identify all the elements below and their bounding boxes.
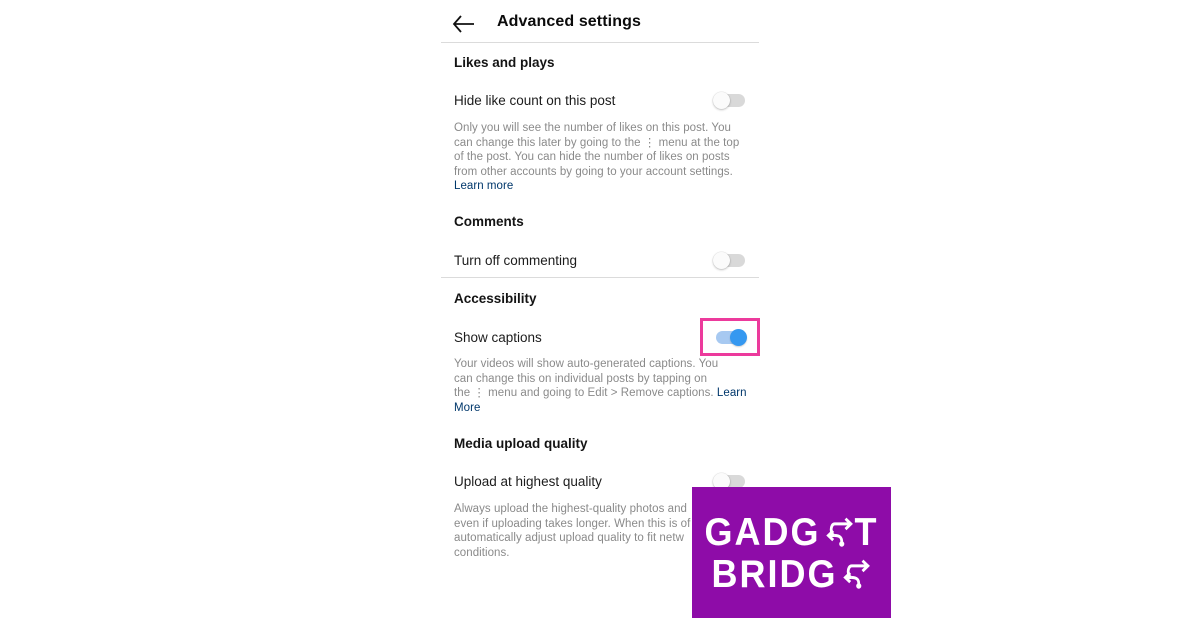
row-label-hide-like-count: Hide like count on this post bbox=[454, 92, 616, 108]
row-turn-off-commenting bbox=[454, 251, 746, 269]
learn-more-link[interactable]: Learn bbox=[716, 387, 747, 400]
section-heading-media-upload-quality: Media upload quality bbox=[454, 436, 588, 451]
row-label-turn-off-commenting: Turn off commenting bbox=[454, 252, 578, 268]
likes-description bbox=[454, 121, 754, 194]
description-line: from other accounts by going to your account settings. bbox=[454, 165, 733, 178]
toggle-knob bbox=[730, 329, 747, 346]
row-show-captions bbox=[454, 328, 684, 346]
branch-arrows-icon bbox=[823, 515, 853, 547]
toggle-turn-off-commenting[interactable] bbox=[713, 251, 746, 269]
watermark-text: BRIDG bbox=[711, 550, 838, 596]
description-line: of the post. You can hide the number of likes on posts bbox=[454, 151, 730, 164]
divider bbox=[441, 277, 759, 278]
toggle-hide-like-count[interactable] bbox=[713, 91, 746, 109]
watermark-line-2 bbox=[711, 550, 872, 596]
description-line: automatically adjust upload quality to fit netw bbox=[454, 532, 684, 545]
divider bbox=[441, 42, 759, 43]
description-line: Only you will see the number of likes on this post. You bbox=[454, 122, 731, 134]
captions-description bbox=[454, 357, 754, 415]
description-line: the ⋮ menu and going to Edit > Remove captions. Learn bbox=[454, 387, 747, 400]
row-label-show-captions: Show captions bbox=[454, 329, 542, 345]
row-hide-like-count bbox=[454, 91, 746, 109]
description-line: conditions. bbox=[454, 546, 510, 559]
row-label-upload-highest-quality: Upload at highest quality bbox=[454, 473, 602, 489]
watermark-text: GADG bbox=[704, 508, 821, 554]
back-arrow-icon bbox=[452, 15, 476, 33]
page-title: Advanced settings bbox=[497, 13, 641, 30]
description-line: can change this later by going to the ⋮ menu at the top bbox=[454, 136, 740, 149]
toggle-knob bbox=[713, 252, 730, 269]
section-heading-comments: Comments bbox=[454, 214, 524, 229]
toggle-knob bbox=[713, 92, 730, 109]
app-bar bbox=[440, 10, 760, 38]
description-line: even if uploading takes longer. When this is of bbox=[454, 517, 691, 530]
branch-arrows-icon bbox=[840, 557, 870, 589]
section-heading-accessibility: Accessibility bbox=[454, 291, 537, 306]
description-line: Always upload the highest-quality photos and bbox=[454, 503, 687, 515]
watermark-text: T bbox=[854, 508, 879, 554]
learn-more-link[interactable]: More bbox=[454, 401, 481, 414]
toggle-show-captions[interactable] bbox=[714, 328, 747, 346]
gadget-bridge-watermark bbox=[692, 487, 891, 618]
watermark-line-1 bbox=[704, 508, 879, 554]
description-line: can change this on individual posts by tapping on bbox=[454, 372, 708, 385]
section-heading-likes-and-plays: Likes and plays bbox=[454, 55, 555, 70]
highlight-box-annotation bbox=[700, 318, 760, 356]
learn-more-link[interactable]: Learn more bbox=[454, 180, 514, 193]
description-line: Your videos will show auto-generated captions. You bbox=[454, 358, 719, 370]
back-button[interactable] bbox=[452, 15, 476, 33]
